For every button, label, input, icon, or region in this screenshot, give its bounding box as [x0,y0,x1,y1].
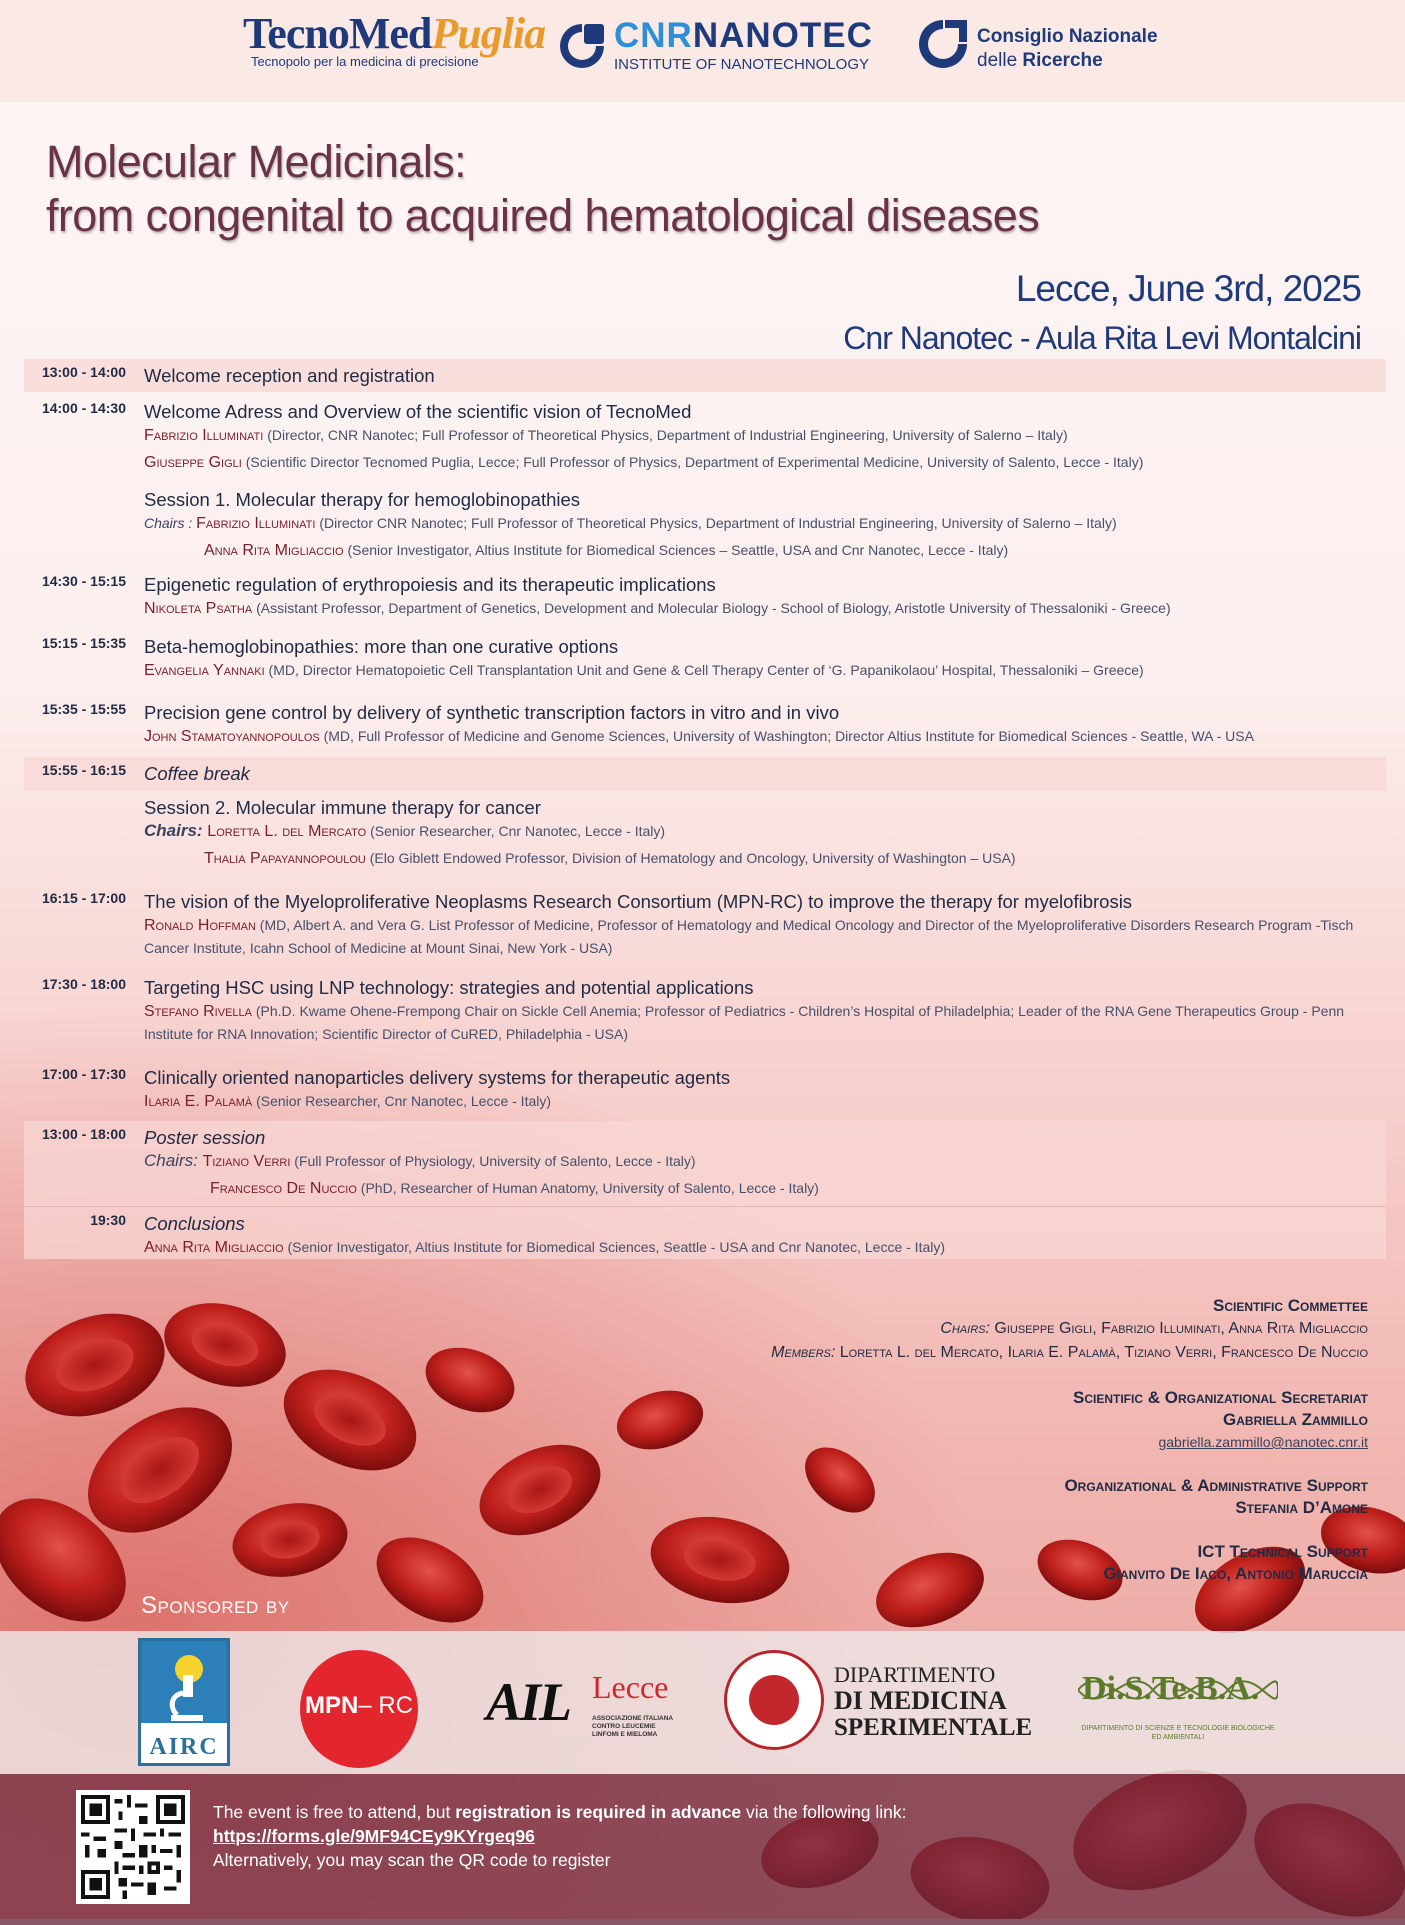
ail-subtitle: ASSOCIAZIONE ITALIANA CONTRO LEUCEMIE LINFOMI E MIELOMA [592,1715,673,1738]
tecnomed-name: TecnoMed [243,9,432,58]
program-item [24,1121,1386,1207]
tecnomed-tagline: Tecnopolo per la medicina di precisione [251,54,479,69]
airc-logo [138,1638,230,1766]
item-time: 17:00 - 17:30 [41,1066,126,1082]
item-title: Beta-hemoglobinopathies: more than one curative options [144,636,619,657]
chairs-label: Chairs: [144,1151,203,1170]
tecnomed-puglia-logo [243,9,546,82]
item-title: Coffee break [144,763,250,784]
chair-affiliation: (Elo Giblett Endowed Professor, Division of Hematology and Oncology, University of Washington – USA) [365,850,1016,866]
item-title: Clinically oriented nanoparticles delivery systems for therapeutic agents [144,1067,731,1088]
header-logo-bar [0,0,1405,102]
mpn-rc-logo [300,1650,418,1768]
item-time: 15:35 - 15:55 [41,701,126,717]
dms-line-1: DIPARTIMENTO [834,1662,996,1687]
registration-text-b: registration is required in advance [455,1802,742,1822]
speaker-affiliation: (MD, Director Hematopoietic Cell Transplantation Unit and Gene & Cell Therapy Center of ‘G. Papanikolaou’ Hospital, Thessaloniki – Greece) [264,662,1144,678]
disteba-subtitle: DIPARTIMENTO DI SCIENZE E TECNOLOGIE BIOLOGICHE ED AMBIENTALI [1081,1725,1275,1741]
qr-code-icon [81,1795,185,1899]
speaker-affiliation: (Senior Investigator, Altius Institute for Biomedical Sciences, Seattle - USA and Cnr Nanotec, Lecce - Italy) [283,1239,946,1255]
event-venue: Cnr Nanotec - Aula Rita Levi Montalcini [843,320,1361,356]
program-item [24,1061,1386,1121]
cnr-nanotec-logo [556,12,876,82]
speaker-affiliation: (Assistant Professor, Department of Genetics, Development and Molecular Biology - School of Biology, Aristotle University of Thessaloniki - Greece) [252,600,1171,616]
session-title: Session 2. Molecular immune therapy for cancer [144,797,541,818]
chair-affiliation: (PhD, Researcher of Human Anatomy, University of Salento, Lecce - Italy) [356,1180,819,1196]
ail-city: Lecce [592,1669,669,1705]
committee-members: Loretta L. del Mercato, Ilaria E. Palamà, Tiziano Verri, Francesco De Nuccio [839,1344,1368,1361]
nanotec-label: NANOTEC [692,16,873,55]
program-item [24,757,1386,791]
secretariat-title: Scientific & Organizational Secretariat [1073,1388,1368,1407]
cnr-label: CNR [614,16,693,55]
speaker-name: John Stamatoyannopoulos [144,728,320,745]
microscope-icon [163,1671,209,1723]
speaker-name: Evangelia Yannaki [144,662,265,679]
secretariat-email-link[interactable]: gabriella.zammillo@nanotec.cnr.it [1158,1434,1368,1450]
registration-qr-code[interactable] [76,1790,190,1904]
sponsored-by-heading: Sponsored by [141,1592,290,1619]
admin-support-name: Stefania D’Amone [1235,1498,1368,1517]
chairs-label: Chairs: [940,1320,995,1337]
chair-name: Fabrizio Illuminati [196,515,316,532]
title-line-2: from congenital to acquired hematological diseases [46,190,1040,241]
ail-lecce-logo [486,1663,686,1753]
item-title: Welcome Adress and Overview of the scientific vision of TecnoMed [144,401,692,422]
speaker-affiliation: (Senior Researcher, Cnr Nanotec, Lecce - Italy) [252,1093,552,1109]
item-time: 17:30 - 18:00 [41,976,126,992]
cnr-line2-a: delle [977,50,1023,71]
members-label: Members: [771,1344,840,1361]
item-title: Welcome reception and registration [144,365,435,386]
chairs-label: Chairs : [144,515,197,531]
committee-block [771,1295,1368,1585]
cnr-mark-icon [556,20,608,72]
chair-name: Loretta L. del Mercato [207,823,367,840]
program-item [24,630,1386,696]
chair-name: Francesco De Nuccio [210,1180,357,1197]
disteba-logo [1078,1660,1278,1750]
speaker-name: Ronald Hoffman [144,917,256,934]
registration-text-c: via the following link: [741,1802,907,1822]
speaker-name: Fabrizio Illuminati [144,427,264,444]
chairs-label: Chairs: [144,821,208,840]
speaker-name: Anna Rita Migliaccio [144,1239,284,1256]
chair-affiliation: (Director CNR Nanotec; Full Professor of Theoretical Physics, Department of Industrial Engineering, University of Salerno – Italy) [315,515,1117,531]
speaker-name: Stefano Rivella [144,1003,252,1020]
item-time: 15:55 - 16:15 [41,762,126,778]
scientific-committee-title: Scientific Commettee [1212,1296,1368,1315]
ict-support-title: ICT Technical Support [1197,1542,1368,1561]
item-time: 14:00 - 14:30 [41,400,126,416]
cnr-logo [915,12,1175,82]
item-title: The vision of the Myeloproliferative Neoplasms Research Consortium (MPN-RC) to improve the therapy for myelofibrosis [144,891,1133,912]
registration-alt-text: Alternatively, you may scan the QR code to register [213,1850,611,1870]
ict-support-names: Gianvito De Iaco, Antonio Maruccia [1103,1564,1368,1583]
speaker-affiliation: (Director, CNR Nanotec; Full Professor of Theoretical Physics, Department of Industrial Engineering, University of Salerno – Italy) [263,427,1068,443]
program-schedule [24,359,1386,1259]
rc-label: – RC [358,1692,414,1719]
session-header [24,483,1386,568]
speaker-name: Giuseppe Gigli [144,454,242,471]
committee-chairs: Giuseppe Gigli, Fabrizio Illuminati, Anna Rita Migliaccio [994,1320,1368,1337]
registration-text [213,1800,907,1872]
item-title: Poster session [144,1127,266,1148]
speaker-affiliation: (MD, Albert A. and Vera G. List Professor of Medicine, Professor of Hematology and Medical Oncology and Director of the Myeloproliferative Disorders Research Program -Tisch Cancer Institute, Icahn School of Medicine at Mount Sinai, New York - USA) [144,917,1354,956]
item-title: Epigenetic regulation of erythropoiesis and its therapeutic implications [144,574,716,595]
title-line-1: Molecular Medicinals: [46,136,467,187]
dipartimento-medicina-sperimentale-logo [724,1650,1044,1756]
program-item [24,395,1386,483]
ail-mark: AIL [486,1672,571,1732]
program-item [24,1207,1386,1259]
event-title [46,135,1039,243]
program-item [24,696,1386,757]
session-title: Session 1. Molecular therapy for hemoglobinopathies [144,489,581,510]
program-item [24,568,1386,630]
item-time: 13:00 - 14:00 [41,364,126,380]
speaker-affiliation: (Ph.D. Kwame Ohene-Frempong Chair on Sickle Cell Anemia; Professor of Pediatrics - Children’s Hospital of Philadelphia; Leader of the RNA Gene Therapeutics Group - Penn Institute for RNA Innovation; Scientific Director of CuRED, Philadelphia - USA) [144,1003,1345,1042]
chair-affiliation: (Senior Researcher, Cnr Nanotec, Lecce - Italy) [366,823,666,839]
item-time: 14:30 - 15:15 [41,573,126,589]
program-item [24,359,1386,392]
cnr-line2-b: Ricerche [1022,50,1103,71]
item-time: 13:00 - 18:00 [41,1126,126,1142]
item-time: 16:15 - 17:00 [41,890,126,906]
chair-name: Thalia Papayannopoulou [204,850,366,867]
cnr-emblem-icon [915,16,971,72]
university-seal-icon [724,1650,824,1750]
chair-affiliation: (Senior Investigator, Altius Institute for Biomedical Sciences – Seattle, USA and Cnr Nanotec, Lecce - Italy) [343,542,1009,558]
chair-name: Anna Rita Migliaccio [204,542,344,559]
session-header [24,791,1386,885]
program-item [24,971,1386,1061]
cnr-line1: Consiglio Nazionale [977,26,1158,47]
chair-affiliation: (Full Professor of Physiology, University of Salento, Lecce - Italy) [290,1153,696,1169]
item-title: Targeting HSC using LNP technology: strategies and potential applications [144,977,754,998]
chair-name: Tiziano Verri [202,1153,291,1170]
event-date: Lecce, June 3rd, 2025 [1015,268,1361,309]
registration-text-a: The event is free to attend, but [213,1802,456,1822]
nanotec-subtitle: INSTITUTE OF NANOTECHNOLOGY [614,56,870,73]
program-item [24,885,1386,971]
speaker-name: Nikoleta Psatha [144,600,253,617]
disteba-name: Di.S.Te.B.A. [1082,1670,1260,1707]
item-time: 15:15 - 15:35 [41,635,126,651]
registration-link[interactable]: https://forms.gle/9MF94CEy9KYrgeq96 [213,1826,535,1846]
item-title: Precision gene control by delivery of synthetic transcription factors in vitro and in vivo [144,702,840,723]
item-time: 19:30 [90,1212,126,1228]
item-title: Conclusions [144,1213,245,1234]
speaker-name: Ilaria E. Palamà [144,1093,253,1110]
puglia-name: Puglia [431,9,546,58]
dms-line-3: SPERIMENTALE [834,1714,1033,1741]
airc-label: AIRC [149,1734,219,1760]
dms-line-2: DI MEDICINA [834,1686,1007,1715]
mpn-label: MPN [304,1692,359,1719]
speaker-affiliation: (MD, Full Professor of Medicine and Genome Sciences, University of Washington; Director Altius Institute for Biomedical Sciences - Seattle, WA - USA [319,728,1254,744]
secretariat-name: Gabriella Zammillo [1223,1410,1368,1429]
speaker-affiliation: (Scientific Director Tecnomed Puglia, Lecce; Full Professor of Physics, Department of Experimental Medicine, University of Salento, Lecce - Italy) [241,454,1144,470]
admin-support-title: Organizational & Administrative Support [1064,1476,1368,1495]
